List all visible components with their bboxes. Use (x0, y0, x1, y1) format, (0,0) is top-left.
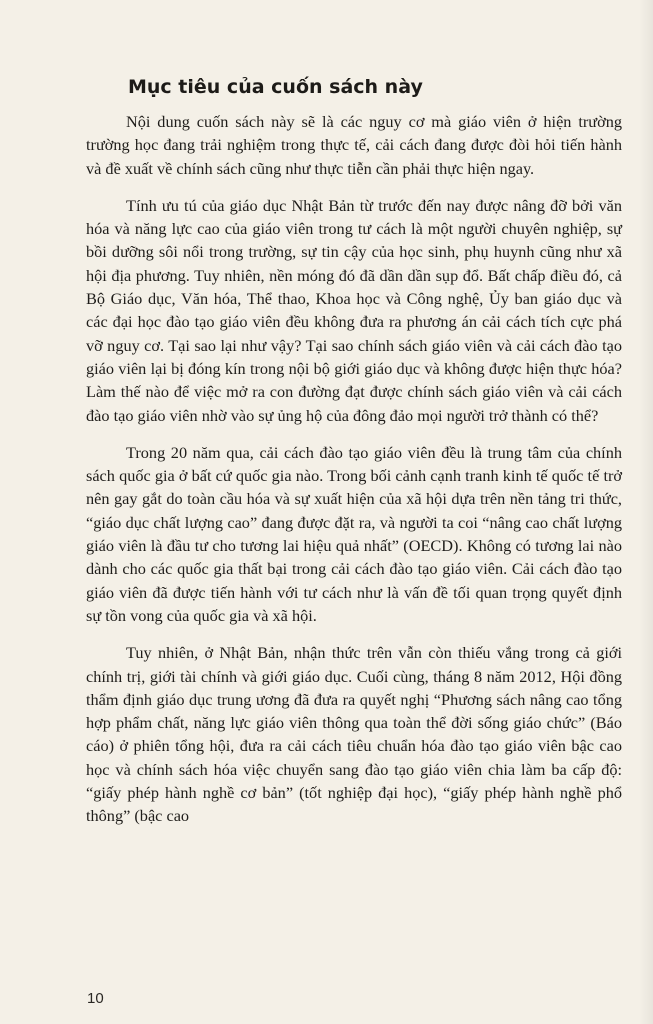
body-text (86, 110, 622, 842)
page-edge-shadow (639, 0, 653, 1024)
page-number: 10 (87, 990, 104, 1007)
paragraph-2: Tính ưu tú của giáo dục Nhật Bản từ trước đến nay được nâng đỡ bởi văn hóa và năng lực cao của giáo viên trong tư cách là một người chuyên nghiệp, sự bồi dưỡng sôi nổi trong trường, sự tin cậy của học sinh, phụ huynh cũng như xã hội địa phương. Tuy nhiên, nền móng đó đã dần dần sụp đổ. Bất chấp điều đó, cả Bộ Giáo dục, Văn hóa, Thể thao, Khoa học và Công nghệ, Ủy ban giáo dục và các đại học đào tạo giáo viên đều không đưa ra phương án cải cách tích cực phá vỡ nguy cơ. Tại sao lại như vậy? Tại sao chính sách giáo viên và cải cách đào tạo giáo viên lại bị đóng kín trong nội bộ giới giáo dục và không được hiện thực hóa? Làm thế nào để việc mở ra con đường đạt được chính sách giáo viên và cải cách đào tạo giáo viên nhờ vào sự ủng hộ của đông đảo mọi người trở thành có thể? (86, 195, 622, 425)
paragraph-1: Nội dung cuốn sách này sẽ là các nguy cơ mà giáo viên ở hiện trường trường học đang trải nghiệm trong thực tế, cải cách đang được đòi hỏi tiến hành và đề xuất về chính sách cũng như thực tiễn cần phải thực hiện ngay. (86, 112, 622, 178)
paragraph-4: Tuy nhiên, ở Nhật Bản, nhận thức trên vẫn còn thiếu vắng trong cả giới chính trị, giới tài chính và giới giáo dục. Cuối cùng, tháng 8 năm 2012, Hội đồng thẩm định giáo dục trung ương đã đưa ra quyết nghị “Phương sách nâng cao tổng hợp phẩm chất, năng lực giáo viên thông qua toàn thể đời sống giáo chức” (Báo cáo) ở phiên tổng hội, đưa ra cải cách tiêu chuẩn hóa đào tạo giáo viên bậc cao học và chính sách hóa việc chuyển sang đào tạo giáo viên chia làm ba cấp độ: “giấy phép hành nghề cơ bản” (tốt nghiệp đại học), “giấy phép hành nghề phổ thông” (bậc cao (86, 643, 622, 826)
section-heading: Mục tiêu của cuốn sách này (128, 76, 423, 98)
paragraph-3: Trong 20 năm qua, cải cách đào tạo giáo viên đều là trung tâm của chính sách quốc gia ở bất cứ quốc gia nào. Trong bối cảnh cạnh tranh kinh tế quốc tế trở nên gay gắt do toàn cầu hóa và sự xuất hiện của xã hội dựa trên nền tảng tri thức, “giáo dục chất lượng cao” đang được đặt ra, và người ta coi “nâng cao chất lượng giáo viên là đầu tư cho tương lai hiệu quả nhất” (OECD). Không có tương lai nào dành cho các quốc gia thất bại trong cải cách đào tạo giáo viên. Cải cách đào tạo giáo viên đã được tiến hành với tư cách như là vấn đề tối quan trọng quyết định sự tồn vong của quốc gia và xã hội. (86, 442, 622, 625)
